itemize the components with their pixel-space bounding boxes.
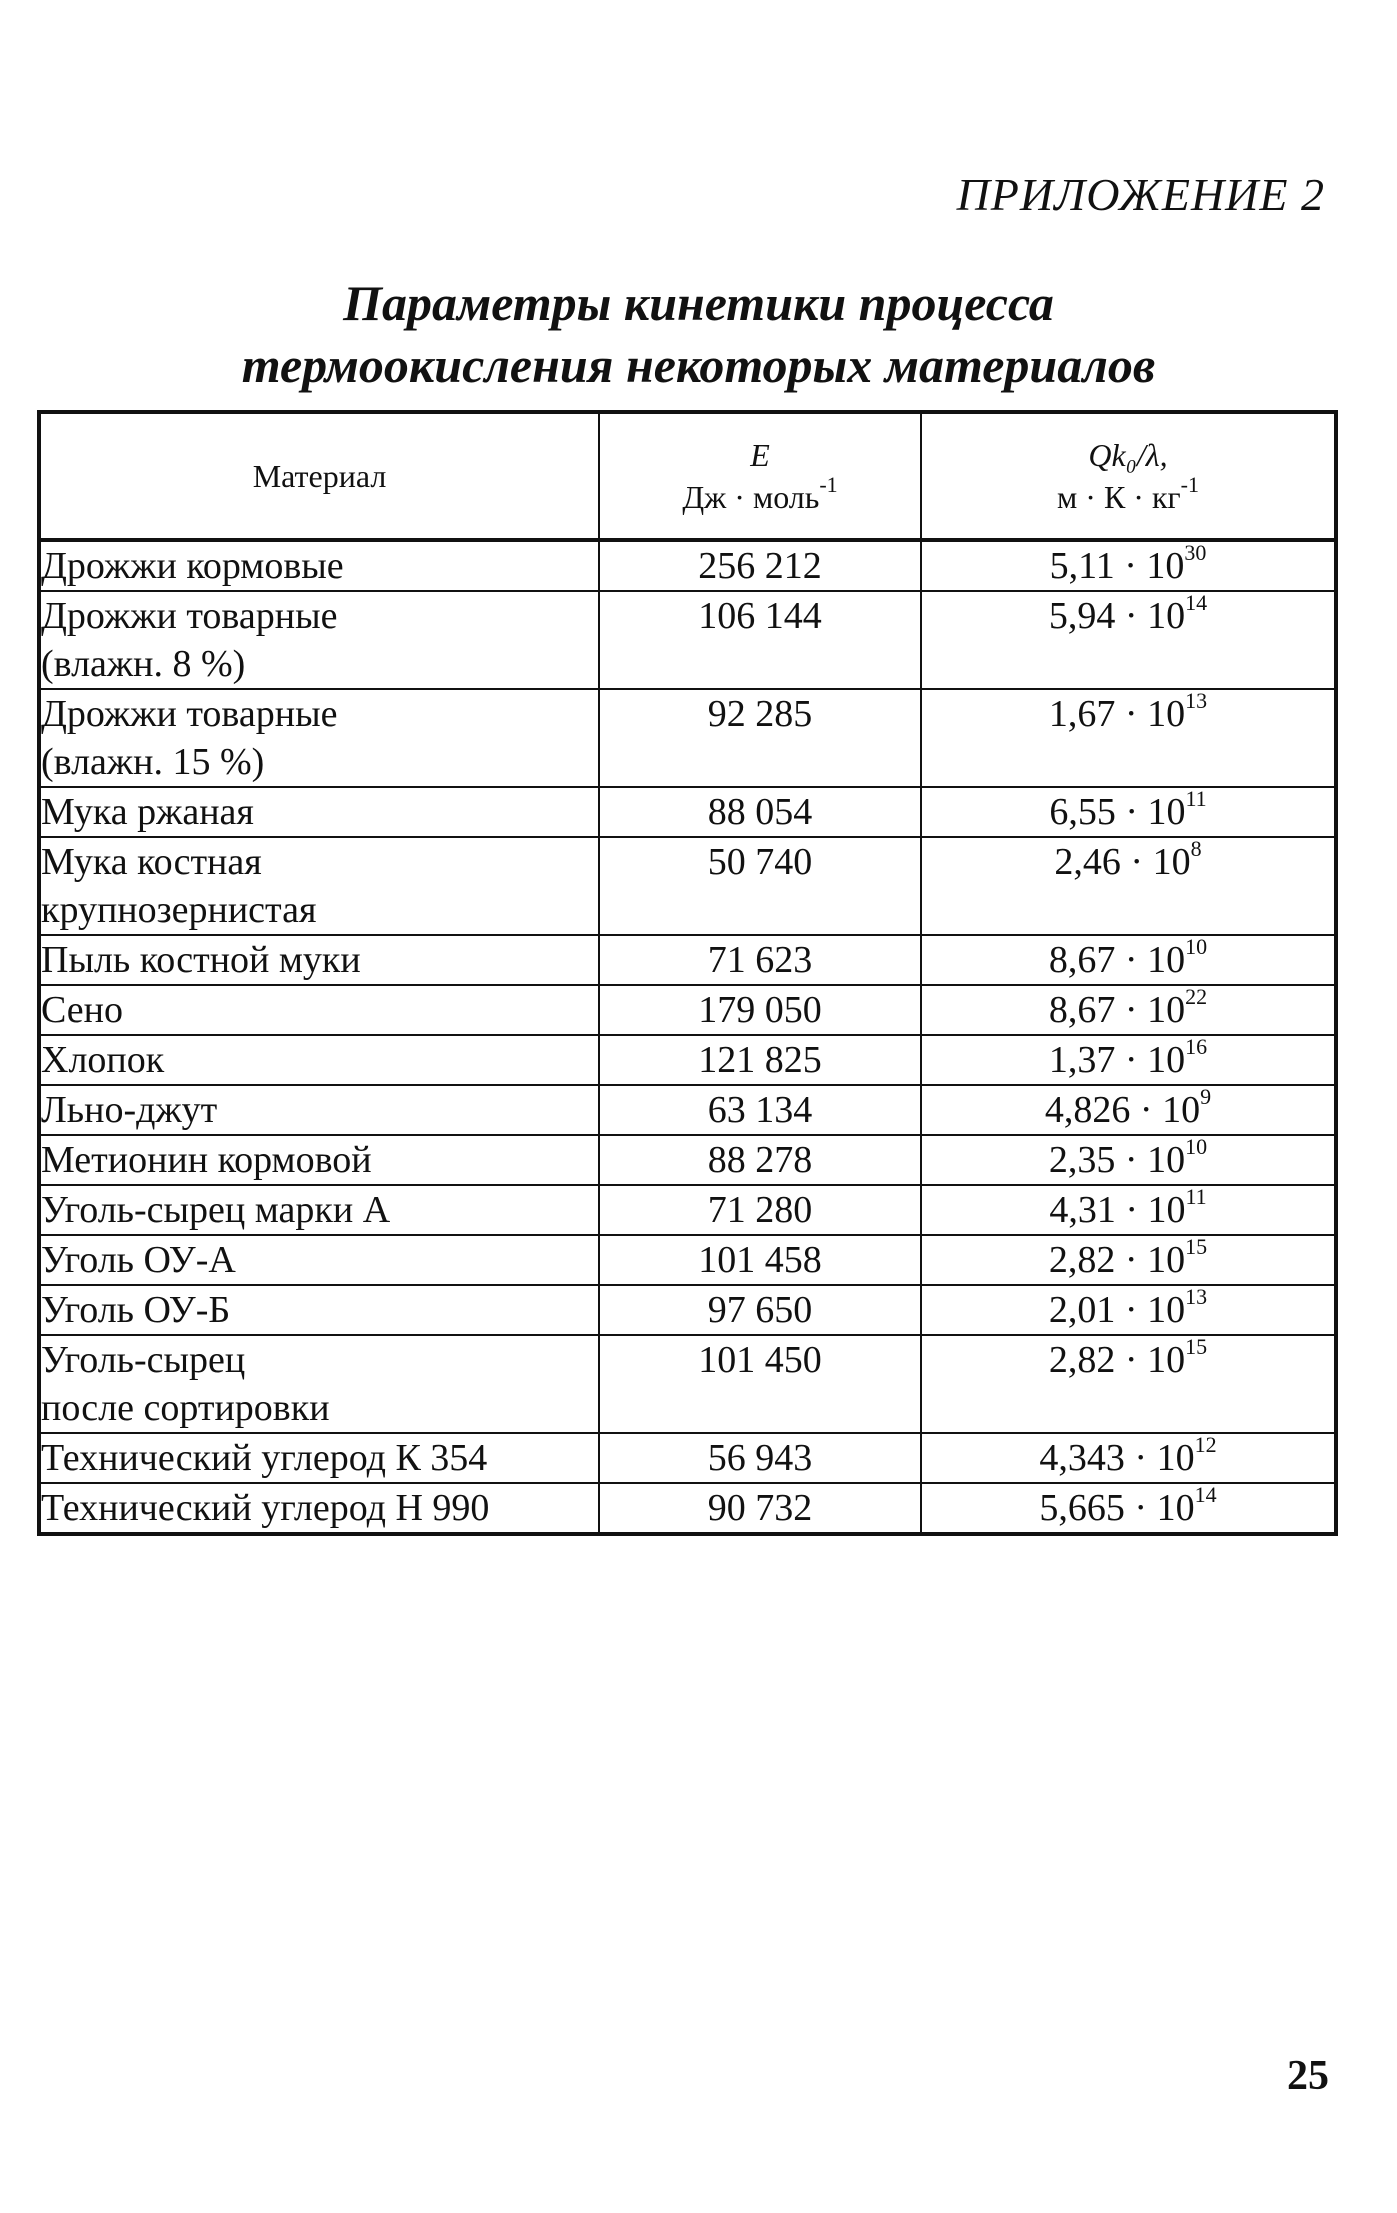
material-cell (39, 837, 599, 935)
material-name-line: Уголь-сырец марки А (41, 1189, 391, 1231)
table-row (39, 591, 1336, 689)
q-ratio-cell (921, 787, 1336, 837)
material-name-line: (влажн. 15 %) (41, 741, 265, 783)
q-ratio-cell (921, 985, 1336, 1035)
material-name-line: Уголь ОУ-Б (41, 1289, 231, 1331)
material-cell (39, 1085, 599, 1135)
header-energy (599, 412, 921, 540)
header-material (39, 412, 599, 540)
material-name-line: после сортировки (41, 1387, 330, 1429)
q-mantissa: 5,94 · 10 (1048, 595, 1186, 637)
q-mantissa: 2,82 · 10 (1048, 1339, 1186, 1381)
material-name-line: Технический углерод Н 990 (41, 1487, 490, 1529)
q-mantissa: 8,67 · 10 (1048, 939, 1186, 981)
q-mantissa: 2,01 · 10 (1048, 1289, 1186, 1331)
q-mantissa: 5,665 · 10 (1039, 1487, 1195, 1529)
title-line-1: Параметры кинетики процесса (343, 275, 1054, 331)
energy-cell: 56 943 (599, 1433, 921, 1483)
q-mantissa: 2,46 · 10 (1054, 841, 1191, 883)
q-ratio-cell (921, 1335, 1336, 1433)
q-ratio-cell (921, 591, 1336, 689)
q-mantissa: 6,55 · 10 (1049, 791, 1186, 833)
header-energy-unit-text: Дж · моль (682, 479, 820, 515)
q-exponent: 8 (1190, 836, 1202, 862)
table-row (39, 1285, 1336, 1335)
q-ratio-cell (921, 935, 1336, 985)
header-q-unit-exp: -1 (1180, 472, 1199, 498)
q-exponent: 10 (1185, 1134, 1208, 1160)
material-cell (39, 787, 599, 837)
q-mantissa: 2,35 · 10 (1048, 1139, 1186, 1181)
energy-cell: 63 134 (599, 1085, 921, 1135)
header-energy-unit (600, 472, 920, 518)
q-exponent: 11 (1185, 1184, 1207, 1210)
q-exponent: 15 (1185, 1234, 1208, 1260)
q-exponent: 13 (1185, 1284, 1208, 1310)
energy-cell: 88 054 (599, 787, 921, 837)
table-row (39, 1335, 1336, 1433)
header-q-unit (922, 472, 1334, 518)
q-mantissa: 8,67 · 10 (1048, 989, 1186, 1031)
q-ratio-cell (921, 837, 1336, 935)
table-row (39, 1235, 1336, 1285)
q-mantissa: 4,31 · 10 (1049, 1189, 1186, 1231)
material-cell (39, 1185, 599, 1235)
material-name-line: Уголь ОУ-А (41, 1239, 236, 1281)
material-name-line: Мука ржаная (41, 791, 254, 833)
q-mantissa: 4,826 · 10 (1044, 1089, 1201, 1131)
table-row (39, 837, 1336, 935)
appendix-label: ПРИЛОЖЕНИЕ 2 (956, 169, 1325, 220)
material-cell (39, 935, 599, 985)
q-mantissa: 1,37 · 10 (1048, 1039, 1186, 1081)
q-exponent: 16 (1185, 1034, 1208, 1060)
kinetics-table (37, 410, 1338, 1536)
table-row (39, 1483, 1336, 1534)
material-name-line: Сено (41, 989, 124, 1031)
header-energy-unit-exp: -1 (819, 472, 838, 498)
material-name-line: Уголь-сырец (41, 1339, 246, 1381)
page-title (0, 272, 1397, 396)
header-q-symbol: Qk₀/λ, (1088, 437, 1168, 473)
table-row (39, 985, 1336, 1035)
energy-cell: 92 285 (599, 689, 921, 787)
material-cell (39, 985, 599, 1035)
material-name-line: Пыль костной муки (41, 939, 361, 981)
energy-cell: 88 278 (599, 1135, 921, 1185)
q-ratio-cell (921, 1433, 1336, 1483)
q-mantissa: 5,11 · 10 (1049, 545, 1185, 587)
q-exponent: 14 (1194, 1482, 1217, 1508)
material-name-line: Льно-джут (41, 1089, 218, 1131)
q-ratio-cell (921, 540, 1336, 591)
q-exponent: 10 (1185, 934, 1208, 960)
q-exponent: 14 (1185, 590, 1208, 616)
table-row (39, 935, 1336, 985)
material-cell (39, 591, 599, 689)
q-mantissa: 4,343 · 10 (1039, 1437, 1195, 1479)
q-ratio-cell (921, 1185, 1336, 1235)
header-q-unit-text: м · К · кг (1057, 479, 1181, 515)
table-row (39, 1433, 1336, 1483)
energy-cell: 101 450 (599, 1335, 921, 1433)
material-cell (39, 1335, 599, 1433)
material-cell (39, 540, 599, 591)
table-row (39, 1185, 1336, 1235)
energy-cell: 256 212 (599, 540, 921, 591)
material-cell (39, 1035, 599, 1085)
page-number: 25 (1287, 2053, 1329, 2099)
table-row (39, 787, 1336, 837)
energy-cell: 90 732 (599, 1483, 921, 1534)
q-exponent: 30 (1184, 540, 1207, 566)
q-ratio-cell (921, 1035, 1336, 1085)
material-cell (39, 1135, 599, 1185)
energy-cell: 106 144 (599, 591, 921, 689)
energy-cell: 71 623 (599, 935, 921, 985)
q-exponent: 12 (1194, 1432, 1217, 1458)
material-name-line: Мука костная (41, 841, 262, 883)
material-name-line: Технический углерод К 354 (41, 1437, 488, 1479)
energy-cell: 121 825 (599, 1035, 921, 1085)
table-header-row (39, 412, 1336, 540)
material-name-line: Хлопок (41, 1039, 165, 1081)
material-name-line: (влажн. 8 %) (41, 643, 246, 685)
table-row (39, 1085, 1336, 1135)
material-name-line: Дрожжи товарные (41, 595, 338, 637)
q-exponent: 9 (1200, 1084, 1212, 1110)
material-cell (39, 1235, 599, 1285)
q-exponent: 11 (1185, 786, 1207, 812)
material-name-line: Дрожжи кормовые (41, 545, 344, 587)
material-cell (39, 1483, 599, 1534)
material-name-line: Дрожжи товарные (41, 693, 338, 735)
q-exponent: 15 (1185, 1334, 1208, 1360)
q-ratio-cell (921, 1135, 1336, 1185)
table-row (39, 1035, 1336, 1085)
table-row (39, 540, 1336, 591)
header-q-ratio (921, 412, 1336, 540)
material-cell (39, 689, 599, 787)
energy-cell: 50 740 (599, 837, 921, 935)
table-row (39, 1135, 1336, 1185)
q-exponent: 22 (1185, 984, 1208, 1010)
material-name-line: крупнозернистая (41, 889, 317, 931)
q-mantissa: 1,67 · 10 (1048, 693, 1186, 735)
material-name-line: Метионин кормовой (41, 1139, 372, 1181)
material-cell (39, 1285, 599, 1335)
header-energy-symbol: E (750, 437, 770, 473)
q-ratio-cell (921, 1483, 1336, 1534)
table-body (39, 540, 1336, 1534)
q-ratio-cell (921, 1235, 1336, 1285)
q-ratio-cell (921, 689, 1336, 787)
q-exponent: 13 (1185, 688, 1208, 714)
q-mantissa: 2,82 · 10 (1048, 1239, 1186, 1281)
material-cell (39, 1433, 599, 1483)
q-ratio-cell (921, 1285, 1336, 1335)
table-row (39, 689, 1336, 787)
header-material-label: Материал (252, 458, 387, 494)
energy-cell: 101 458 (599, 1235, 921, 1285)
energy-cell: 97 650 (599, 1285, 921, 1335)
energy-cell: 179 050 (599, 985, 921, 1035)
energy-cell: 71 280 (599, 1185, 921, 1235)
title-line-2: термоокисления некоторых материалов (241, 337, 1156, 393)
q-ratio-cell (921, 1085, 1336, 1135)
